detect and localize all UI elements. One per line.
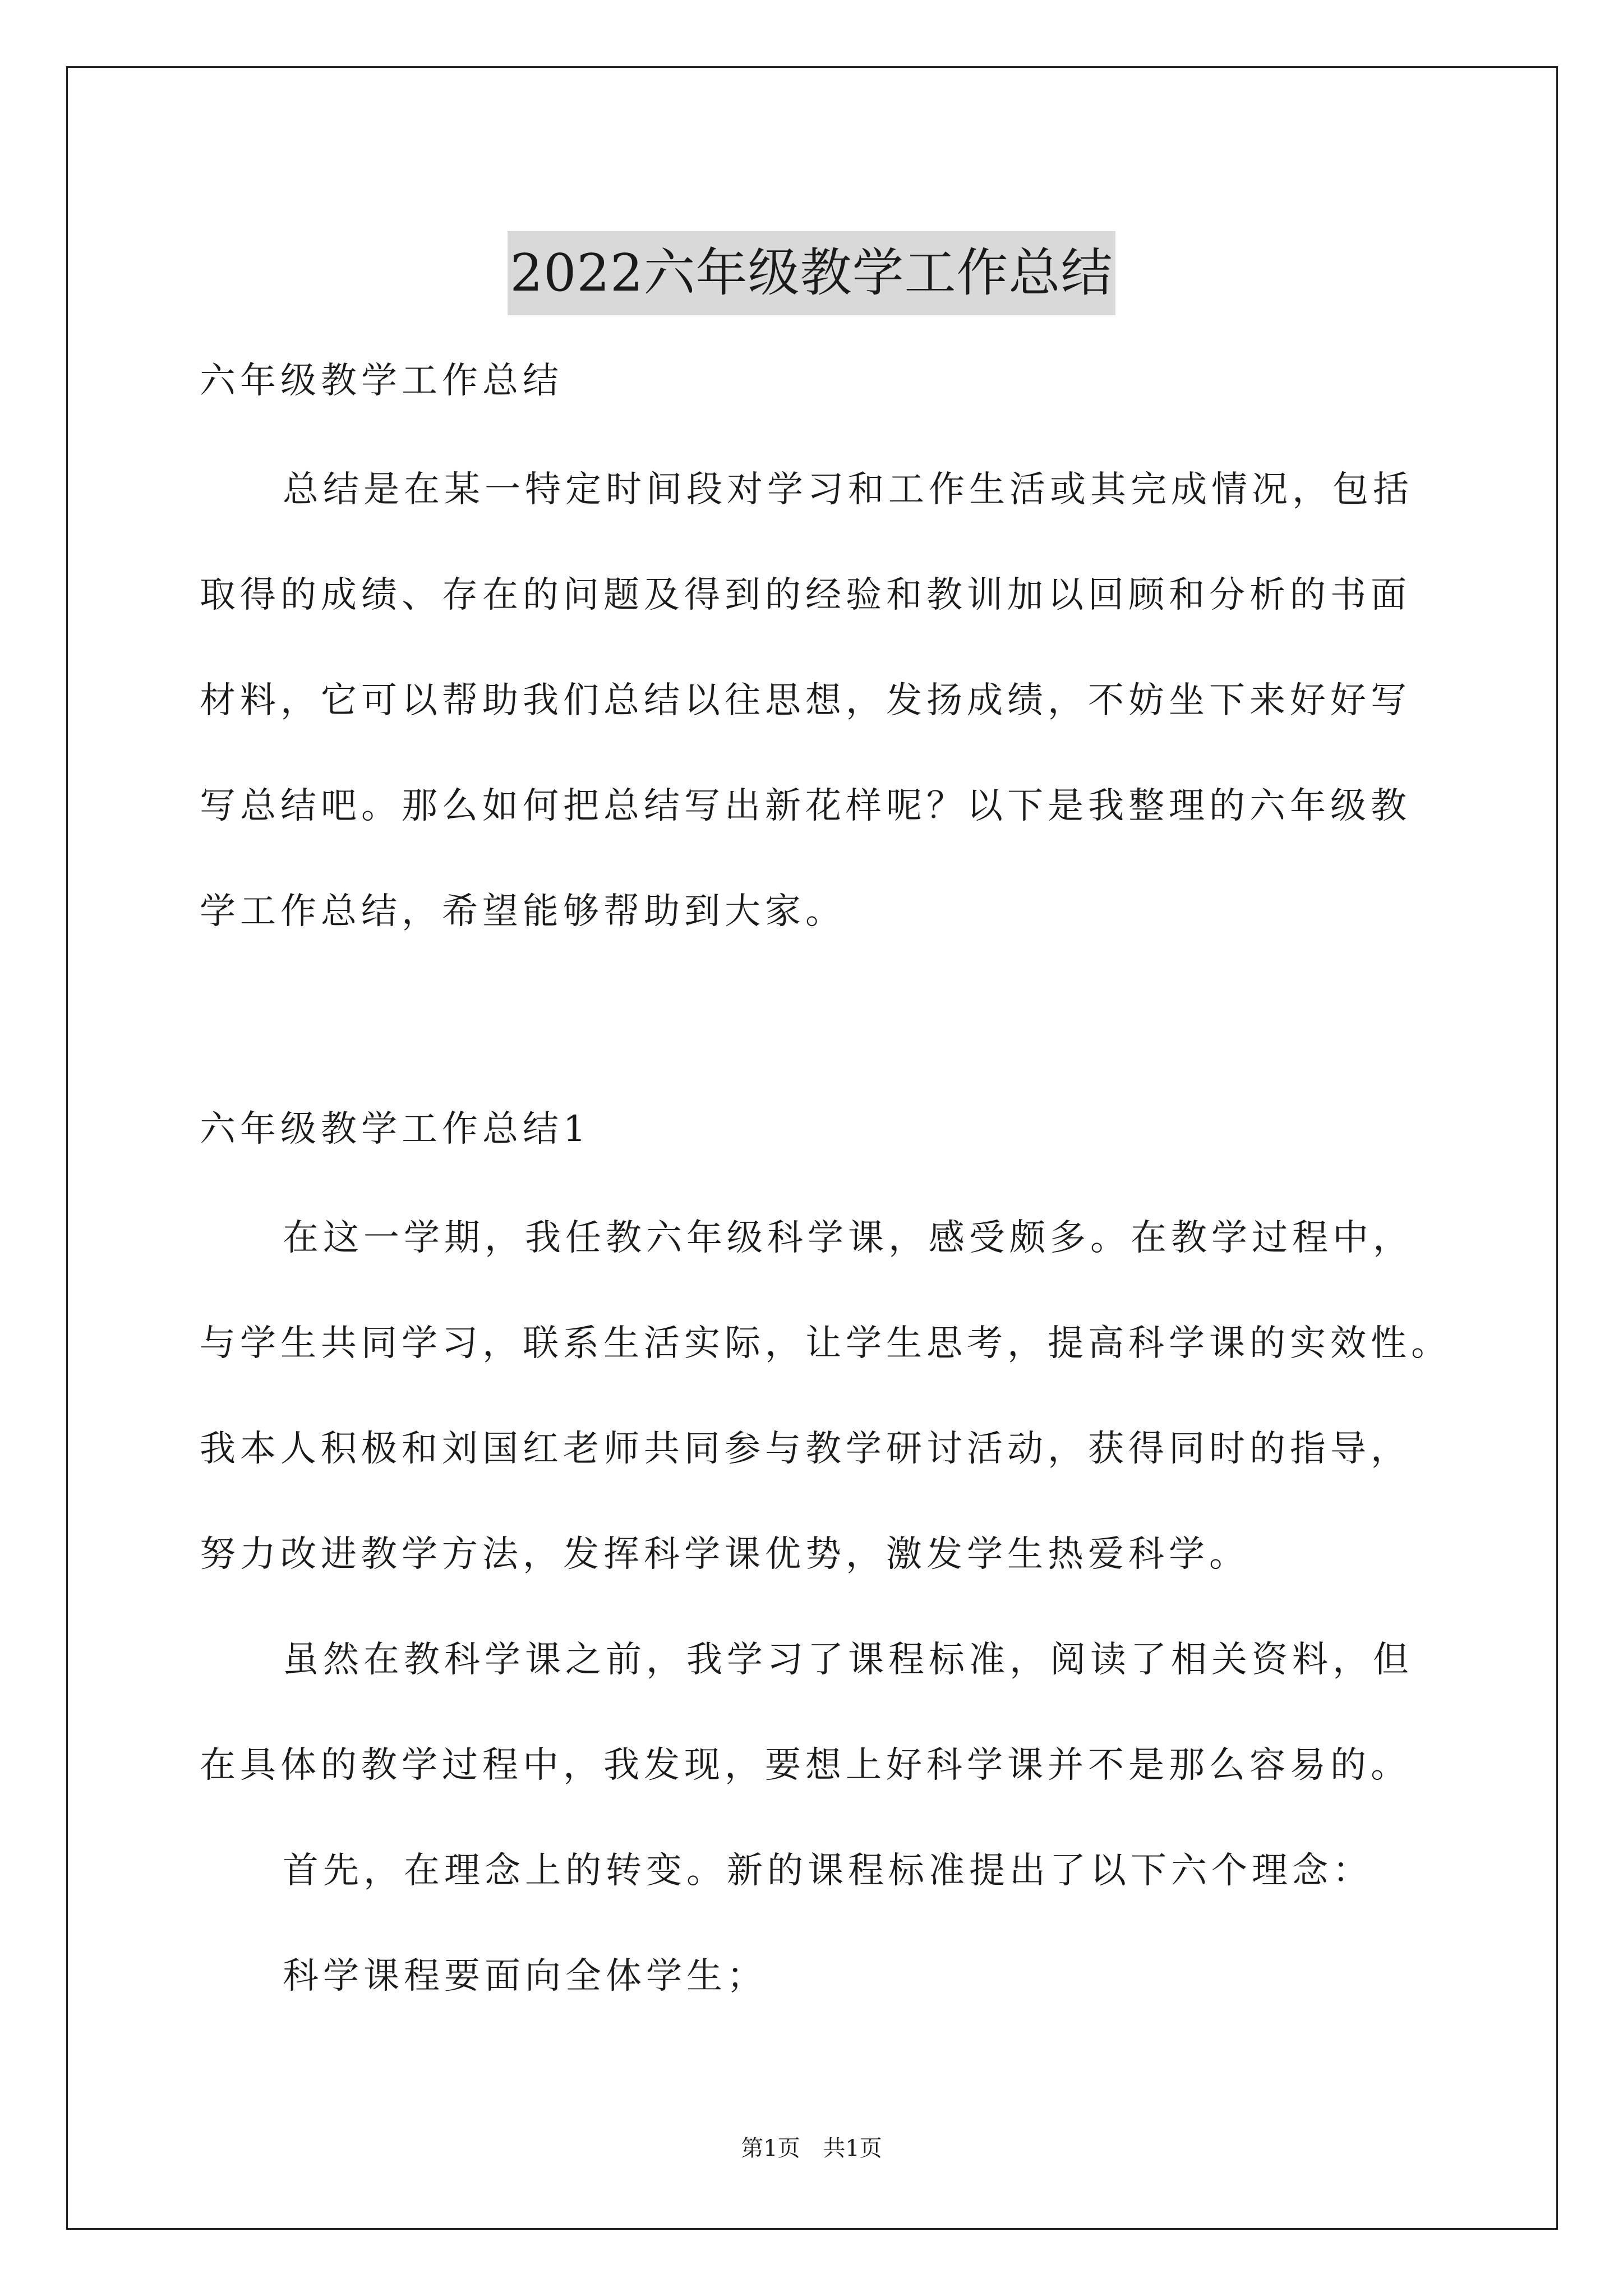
paragraph-line: 与学生共同学习，联系生活实际，让学生思考，提高科学课的实效性。 [200, 1323, 1451, 1364]
paragraph-line: 在具体的教学过程中，我发现，要想上好科学课并不是那么容易的。 [200, 1745, 1411, 1786]
section-heading: 六年级教学工作总结1 [200, 1108, 591, 1150]
page-footer [0, 2132, 1623, 2165]
paragraph-line: 科学课程要面向全体学生； [283, 1955, 767, 1997]
paragraph-line: 总结是在某一特定时间段对学习和工作生活或其完成情况，包括 [283, 469, 1413, 510]
title-container [0, 196, 1623, 349]
paragraph-line: 取得的成绩、存在的问题及得到的经验和教训加以回顾和分析的书面 [200, 574, 1411, 616]
paragraph-line: 虽然在教科学课之前，我学习了课程标准，阅读了相关资料，但 [283, 1639, 1413, 1681]
paragraph-line: 首先，在理念上的转变。新的课程标准提出了以下六个理念： [283, 1850, 1373, 1892]
paragraph-line: 写总结吧。那么如何把总结写出新花样呢？以下是我整理的六年级教 [200, 785, 1411, 827]
paragraph-line: 材料，它可以帮助我们总结以往思想，发扬成绩，不妨坐下来好好写 [200, 680, 1411, 721]
paragraph-line: 我本人积极和刘国红老师共同参与教学研讨活动，获得同时的指导， [200, 1428, 1411, 1470]
paragraph-line: 努力改进教学方法，发挥科学课优势，激发学生热爱科学。 [200, 1534, 1249, 1575]
section-heading: 六年级教学工作总结 [200, 360, 563, 402]
document-title: 2022六年级教学工作总结 [508, 231, 1115, 315]
paragraph-line: 学工作总结，希望能够帮助到大家。 [200, 891, 846, 932]
page-number: 第1页 [741, 2136, 800, 2161]
page-total: 共1页 [823, 2136, 882, 2161]
paragraph-line: 在这一学期，我任教六年级科学课，感受颇多。在教学过程中， [283, 1217, 1413, 1259]
